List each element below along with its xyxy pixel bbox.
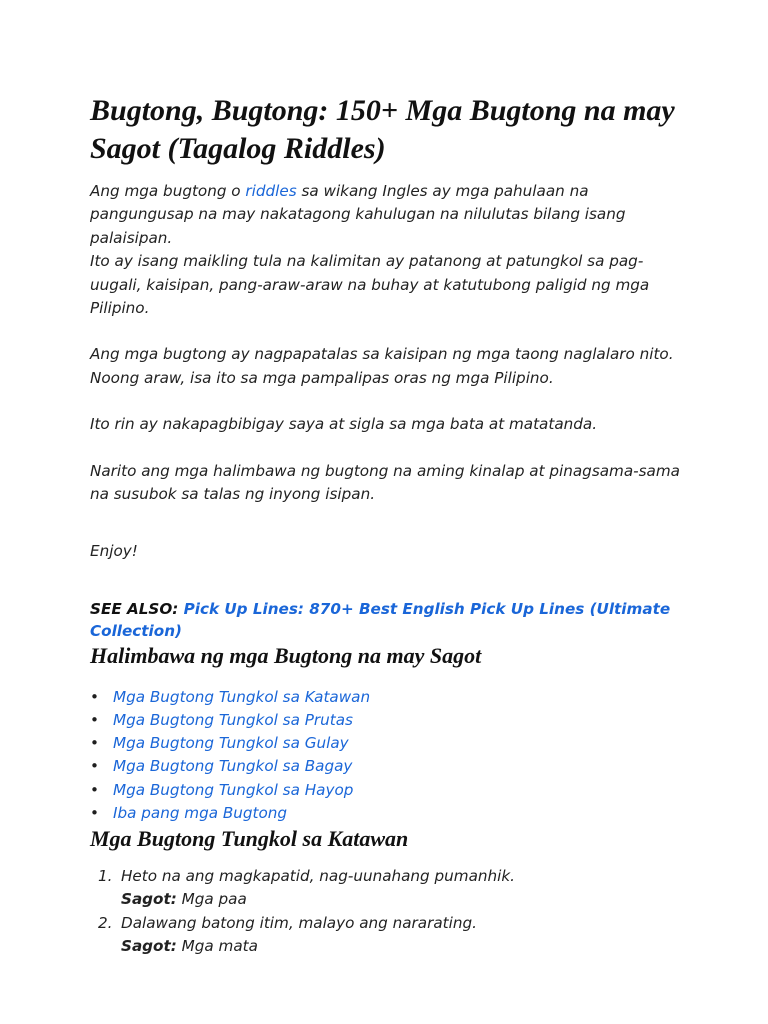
- toc-item: [90, 686, 690, 709]
- toc-item: [90, 732, 690, 755]
- bullet-icon: •: [90, 780, 99, 799]
- riddle-number: 2.: [98, 913, 113, 932]
- intro-text-after-link: sa wikang Ingles ay mga pahulaan na pangungusap na may nakatagong kahulugan na nilulutas bilang isang palaisipan.: [90, 182, 626, 247]
- bullet-icon: •: [90, 757, 99, 776]
- toc-item: [90, 755, 690, 778]
- section-heading-katawan: Mga Bugtong Tungkol sa Katawan: [90, 826, 409, 852]
- answer-label: Sagot:: [121, 890, 177, 909]
- intro-paragraph-4: Ito rin ay nakapagbibigay saya at sigla sa mga bata at matatanda.: [90, 415, 598, 434]
- toc-heading: Halimbawa ng mga Bugtong na may Sagot: [90, 642, 482, 668]
- see-also-label: SEE ALSO:: [90, 599, 184, 618]
- riddle-item: [90, 912, 690, 958]
- article: [90, 92, 690, 958]
- toc-link-prutas[interactable]: Mga Bugtong Tungkol sa Prutas: [113, 711, 353, 730]
- riddle-answer-line: [121, 888, 690, 911]
- riddle-list: [90, 865, 690, 958]
- riddles-link[interactable]: riddles: [245, 182, 297, 200]
- bullet-icon: •: [90, 711, 99, 730]
- page-title: Bugtong, Bugtong: 150+ Mga Bugtong na may Sagot (Tagalog Riddles): [90, 94, 675, 165]
- bullet-icon: •: [90, 803, 99, 822]
- intro-paragraph-5: Narito ang mga halimbawa ng bugtong na aming kinalap at pinagsama-sama na susubok sa talas ng inyong isipan.: [90, 461, 680, 504]
- see-also: [90, 598, 690, 642]
- riddle-answer: Mga mata: [181, 936, 258, 955]
- riddle-answer: Mga paa: [181, 890, 247, 909]
- toc-link-gulay[interactable]: Mga Bugtong Tungkol sa Gulay: [113, 734, 349, 753]
- bullet-icon: •: [90, 687, 99, 706]
- toc-link-iba-pa[interactable]: Iba pang mga Bugtong: [113, 803, 288, 822]
- riddle-number: 1.: [98, 867, 113, 886]
- toc-item: [90, 779, 690, 802]
- toc-item: [90, 709, 690, 732]
- toc-link-bagay[interactable]: Mga Bugtong Tungkol sa Bagay: [113, 757, 353, 776]
- riddle-answer-line: [121, 935, 690, 958]
- intro-paragraph-3: Ang mga bugtong ay nagpapatalas sa kaisipan ng mga taong naglalaro nito. Noong araw, isa ito sa mga pampalipas oras ng mga Pilipino.: [90, 345, 674, 387]
- toc-list: [90, 686, 690, 825]
- answer-label: Sagot:: [121, 936, 177, 955]
- riddle-question: Dalawang batong itim, malayo ang nararating.: [121, 913, 477, 932]
- see-also-link[interactable]: Pick Up Lines: 870+ Best English Pick Up Lines (Ultimate Collection): [90, 599, 671, 640]
- intro-paragraph-1: [90, 180, 690, 250]
- enjoy-text: Enjoy!: [90, 542, 138, 561]
- bullet-icon: •: [90, 734, 99, 753]
- toc-item: [90, 802, 690, 825]
- toc-link-katawan[interactable]: Mga Bugtong Tungkol sa Katawan: [113, 687, 371, 706]
- intro-text-before-link: Ang mga bugtong o: [90, 182, 246, 200]
- riddle-item: [90, 865, 690, 911]
- riddle-question: Heto na ang magkapatid, nag-uunahang pumanhik.: [121, 867, 515, 886]
- toc-link-hayop[interactable]: Mga Bugtong Tungkol sa Hayop: [113, 780, 354, 799]
- intro-paragraph-2: Ito ay isang maikling tula na kalimitan ay patanong at patungkol sa pag-uugali, kaisipan, pang-araw-araw na buhay at katutubong paligid ng mga Pilipino.: [90, 252, 650, 318]
